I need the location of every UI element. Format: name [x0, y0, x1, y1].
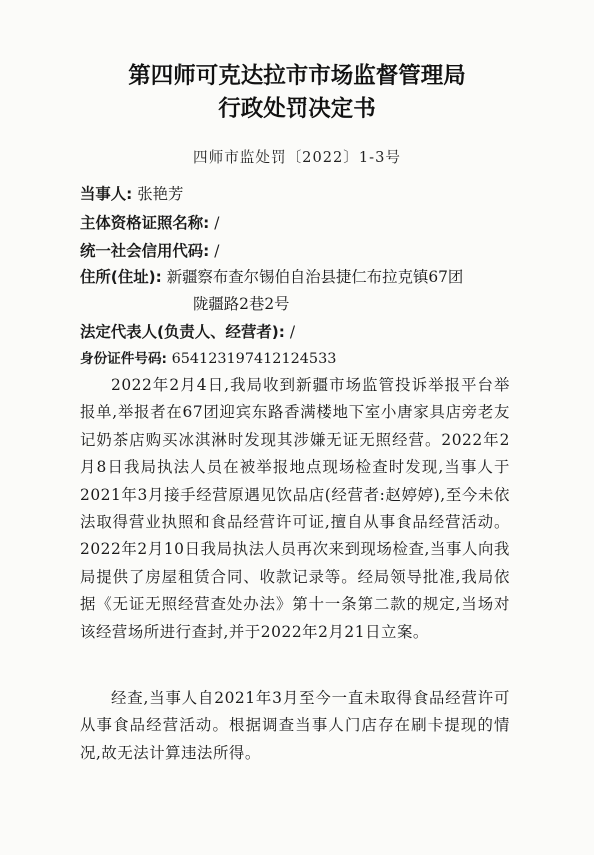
address-line-1: 新疆察布查尔锡伯自治县捷仁布拉克镇67团 [166, 268, 464, 286]
id-number-field [80, 347, 336, 367]
party-label: 当事人: [80, 185, 133, 203]
address-label: 住所(住址): [80, 268, 162, 286]
id-number-value: 654123197412124533 [171, 351, 337, 367]
credit-code-value: / [214, 242, 220, 260]
party-value: 张艳芳 [137, 185, 184, 203]
id-number-label: 身份证件号码: [80, 351, 167, 367]
credit-code-field [80, 239, 219, 261]
document-number: 四师市监处罚〔2022〕1-3号 [193, 149, 401, 166]
license-value: / [214, 214, 220, 232]
document-type-title: 行政处罚决定书 [218, 96, 376, 122]
address-line-2: 陇疆路2巷2号 [193, 295, 290, 313]
representative-value: / [289, 323, 296, 341]
representative-field [80, 320, 295, 342]
credit-code-label: 统一社会信用代码: [80, 242, 210, 260]
address-field [80, 265, 463, 287]
body-paragraph-1: 2022年2月4日,我局收到新疆市场监管投诉举报平台举报单,举报者在67团迎宾东路香满楼地下室小唐家具店旁老友记奶茶店购买冰淇淋时发现其涉嫌无证无照经营。2022年2月8日我局执法人员在被举报地点现场检查时发现,当事人于2021年3月接手经营原遇见饮品店(经营者:赵婷婷),至今未依法取得营业执照和食品经营许可证,擅自从事食品经营活动。2022年2月10日我局执法人员再次来到现场检查,当事人向我局提供了房屋租赁合同、收款记录等。经局领导批准,我局依据《无证无照经营查处办法》第十一条第二款的规定,当场对该经营场所进行查封,并于2022年2月21日立案。 [80, 376, 510, 641]
license-label: 主体资格证照名称: [80, 214, 210, 232]
agency-title: 第四师可克达拉市市场监督管理局 [128, 63, 466, 89]
license-field [80, 211, 219, 233]
body-paragraph-2: 经查,当事人自2021年3月至今一直未取得食品经营许可从事食品经营活动。根据调查当事人门店存在刷卡提现的情况,故无法计算违法所得。 [80, 689, 510, 762]
representative-label: 法定代表人(负责人、经营者): [80, 323, 285, 341]
party-field [80, 182, 183, 204]
